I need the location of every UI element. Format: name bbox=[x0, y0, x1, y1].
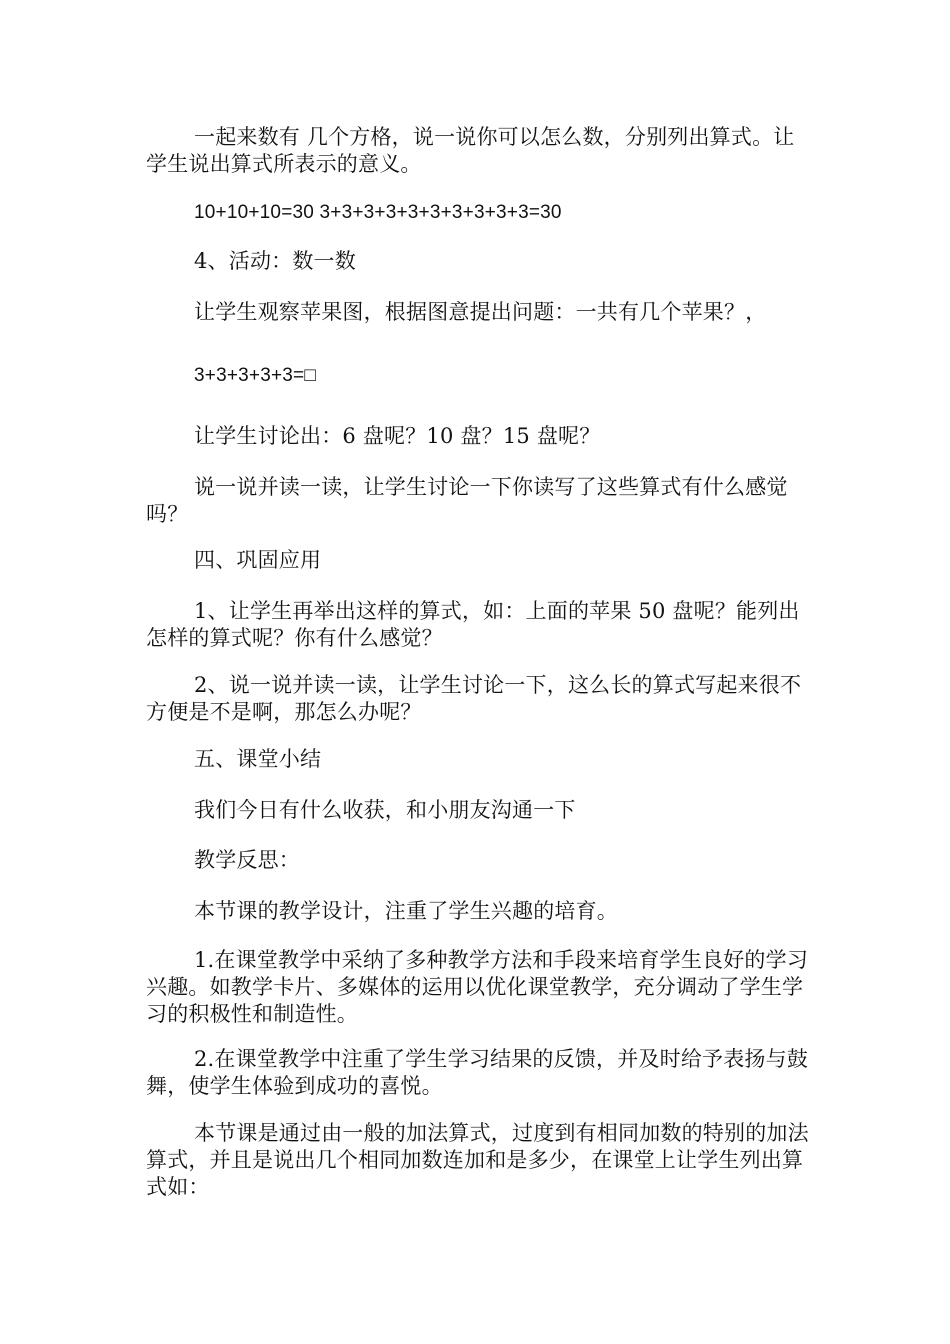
paragraph-summary: 我们今日有什么收获，和小朋友沟通一下 bbox=[194, 798, 576, 822]
paragraph-reflection-1: 1.在课堂教学中采纳了多种教学方法和手段来培育学生良好的学习兴趣。如教学卡片、多媒体的运用以优化课堂教学，充分调动了学生学习的积极性和制造性。 bbox=[146, 948, 809, 1026]
paragraph-reflection-3: 本节课是通过由一般的加法算式，过度到有相同加数的特别的加法算式，并且是说出几个相同加数连加和是多少，在课堂上让学生列出算式如： bbox=[146, 1121, 809, 1199]
heading-reflection: 教学反思： bbox=[194, 848, 300, 872]
paragraph-counting-squares: 一起来数有 几个方格，说一说你可以怎么数，分别列出算式。让学生说出算式所表示的意义。 bbox=[146, 125, 795, 176]
section-heading-summary: 五、课堂小结 bbox=[194, 747, 322, 771]
paragraph-apple-question: 让学生观察苹果图，根据图意提出问题：一共有几个苹果？， bbox=[194, 300, 767, 324]
paragraph-reflection-2: 2.在课堂教学中注重了学生学习结果的反馈，并及时给予表扬与鼓舞，使学生体验到成功的喜悦。 bbox=[146, 1047, 809, 1098]
paragraph-read-aloud: 说一说并读一读，让学生讨论一下你读写了这些算式有什么感觉吗？ bbox=[146, 475, 788, 526]
paragraph-activity-heading: 4、活动：数一数 bbox=[194, 249, 356, 273]
paragraph-consolidation-1: 1、让学生再举出这样的算式，如：上面的苹果 50 盘呢？能列出怎样的算式呢？你有什么感觉？ bbox=[146, 599, 800, 650]
paragraph-equations: 10+10+10=30 3+3+3+3+3+3+3+3+3+3=30 bbox=[194, 202, 562, 223]
paragraph-consolidation-2: 2、说一说并读一读，让学生讨论一下，这么长的算式写起来很不方便是不是啊，那怎么办呢？ bbox=[146, 673, 802, 724]
paragraph-reflection-intro: 本节课的教学设计，注重了学生兴趣的培育。 bbox=[194, 899, 618, 923]
paragraph-apple-equation: 3+3+3+3+3=□ bbox=[194, 365, 316, 386]
section-heading-consolidation: 四、巩固应用 bbox=[194, 548, 322, 572]
paragraph-discussion: 让学生讨论出：6 盘呢？10 盘？15 盘呢？ bbox=[194, 424, 601, 448]
